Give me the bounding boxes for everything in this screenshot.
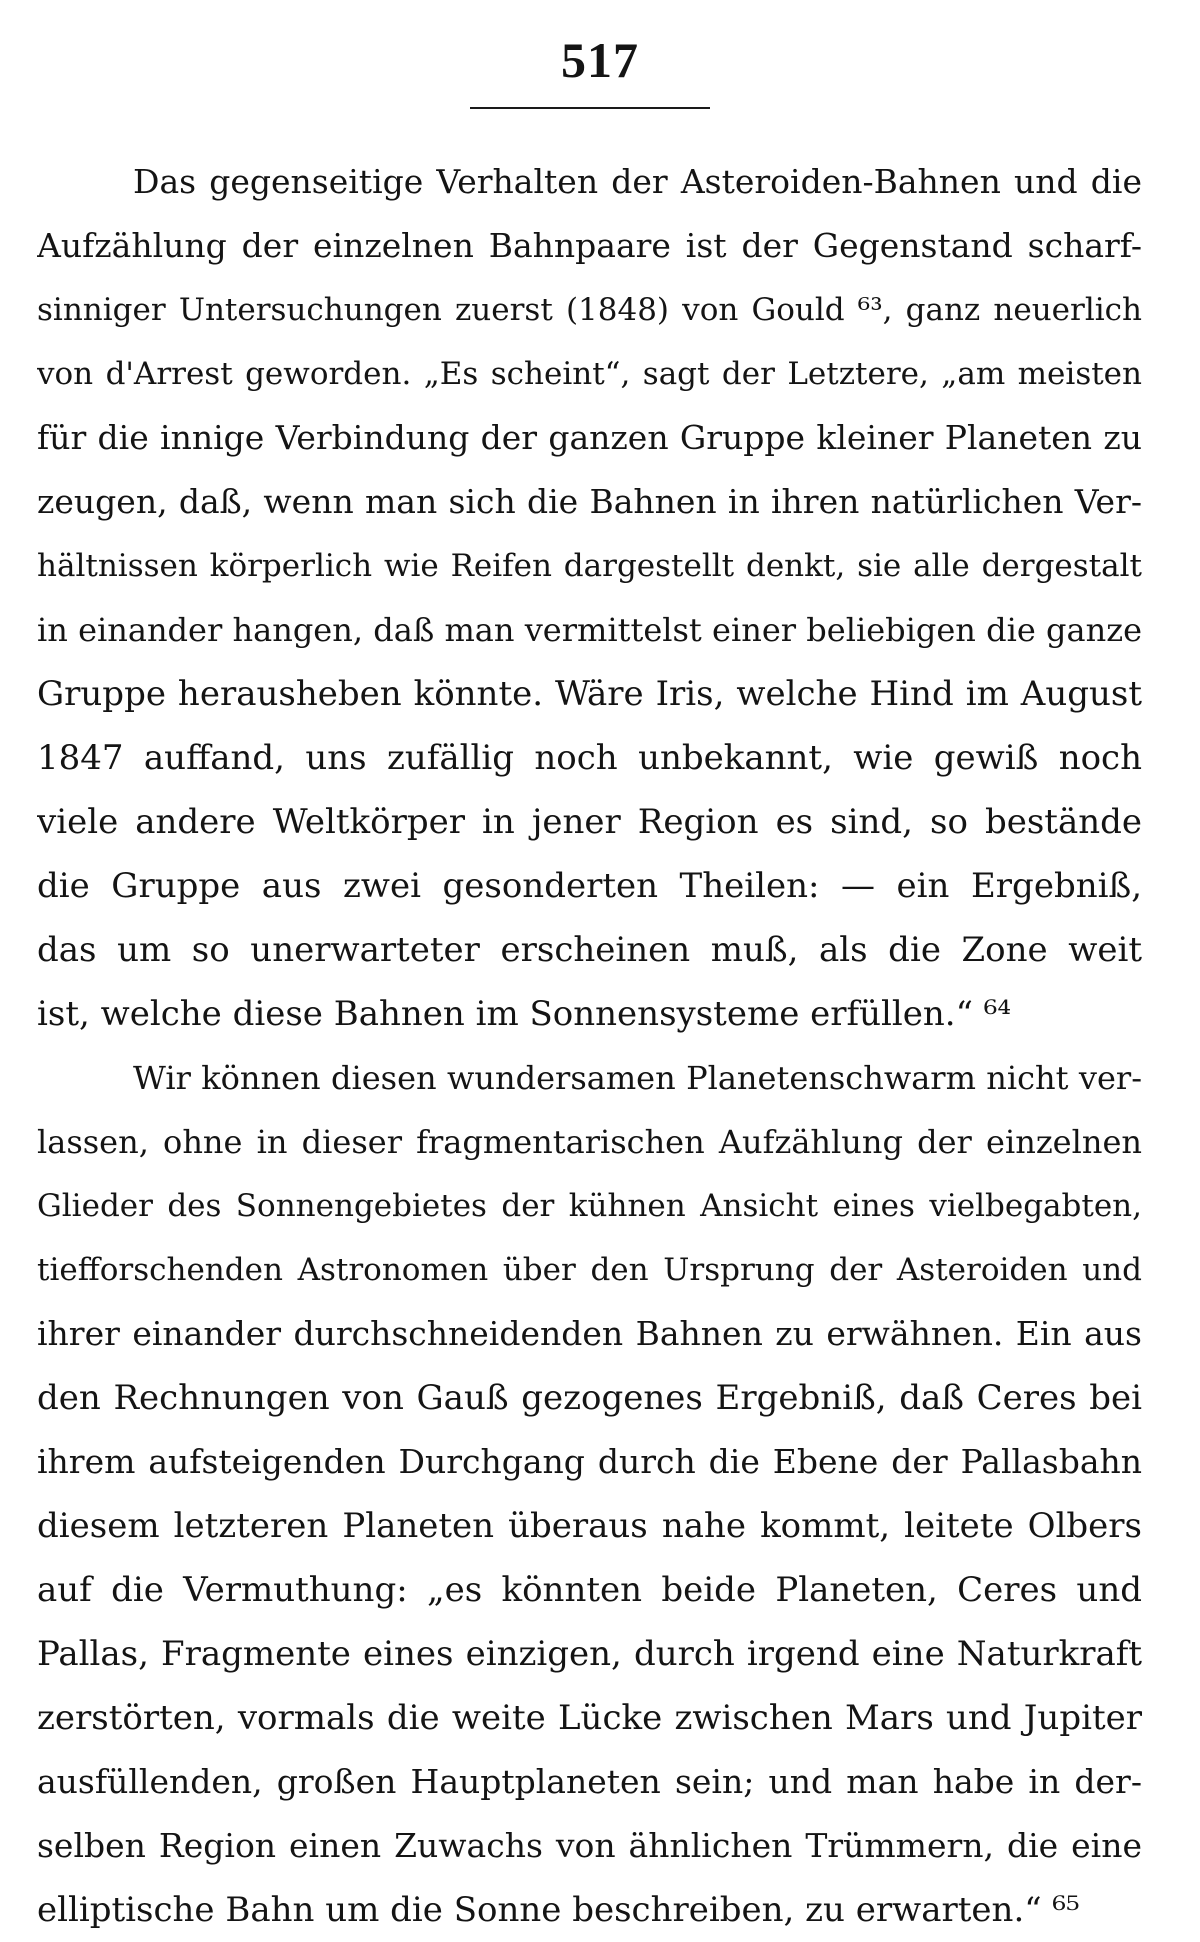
- text-line: Wir können diesen wundersamen Planetenschwarm nicht ver-: [133, 1059, 1142, 1097]
- body-text: [37, 150, 1142, 1942]
- text-line: Gruppe herausheben könnte. Wäre Iris, welche Hind im August: [37, 674, 1142, 714]
- text-line: Das gegenseitige Verhalten der Asteroiden-Bahnen und die: [133, 162, 1142, 201]
- text-line: elliptische Bahn um die Sonne beschreiben, zu erwarten.“ ⁶⁵: [37, 1890, 1080, 1930]
- text-line: Pallas, Fragmente eines einzigen, durch irgend eine Naturkraft: [37, 1634, 1142, 1674]
- text-line: viele andere Weltkörper in jener Region es sind, so bestände: [37, 802, 1142, 842]
- text-line: auf die Vermuthung: „es könnten beide Planeten, Ceres und: [37, 1570, 1142, 1610]
- text-line: ist, welche diese Bahnen im Sonnensysteme erfüllen.“ ⁶⁴: [37, 994, 1012, 1034]
- text-line: den Rechnungen von Gauß gezogenes Ergebniß, daß Ceres bei: [37, 1378, 1142, 1418]
- text-line: in einander hangen, daß man vermittelst einer beliebigen die ganze: [37, 611, 1142, 649]
- text-line: lassen, ohne in dieser fragmentarischen Aufzählung der einzelnen: [37, 1123, 1142, 1161]
- text-line: ihrem aufsteigenden Durchgang durch die Ebene der Pallasbahn: [37, 1442, 1142, 1481]
- text-line: zerstörten, vormals die weite Lücke zwischen Mars und Jupiter: [37, 1698, 1142, 1738]
- text-line: Glieder des Sonnengebietes der kühnen Ansicht eines vielbegabten,: [37, 1188, 1142, 1224]
- text-line: die Gruppe aus zwei gesonderten Theilen: — ein Ergebniß,: [37, 866, 1142, 906]
- text-line: diesem letzteren Planeten überaus nahe kommt, leitete Olbers: [37, 1506, 1142, 1546]
- text-line: tiefforschenden Astronomen über den Ursprung der Asteroiden und: [37, 1252, 1142, 1288]
- text-line: selben Region einen Zuwachs von ähnlichen Trümmern, die eine: [37, 1826, 1142, 1865]
- text-line: ausfüllenden, großen Hauptplaneten sein; und man habe in der-: [37, 1762, 1142, 1801]
- text-line: 1847 auffand, uns zufällig noch unbekannt, wie gewiß noch: [37, 738, 1142, 778]
- text-line: das um so unerwarteter erscheinen muß, als die Zone weit: [37, 930, 1142, 970]
- text-line: für die innige Verbindung der ganzen Gruppe kleiner Planeten zu: [37, 418, 1142, 457]
- page-number: 517: [561, 32, 639, 88]
- text-line: zeugen, daß, wenn man sich die Bahnen in ihren natürlichen Ver-: [37, 482, 1142, 521]
- text-line: von d'Arrest geworden. „Es scheint“, sagt der Letztere, „am meisten: [37, 356, 1142, 392]
- text-line: ihrer einander durchschneidenden Bahnen zu erwähnen. Ein aus: [37, 1314, 1142, 1353]
- header-rule: [470, 107, 710, 109]
- text-line: hältnissen körperlich wie Reifen dargestellt denkt, sie alle dergestalt: [37, 548, 1142, 584]
- text-line: sinniger Untersuchungen zuerst (1848) von Gould ⁶³, ganz neuerlich: [37, 292, 1142, 328]
- text-line: Aufzählung der einzelnen Bahnpaare ist der Gegenstand scharf-: [37, 226, 1142, 265]
